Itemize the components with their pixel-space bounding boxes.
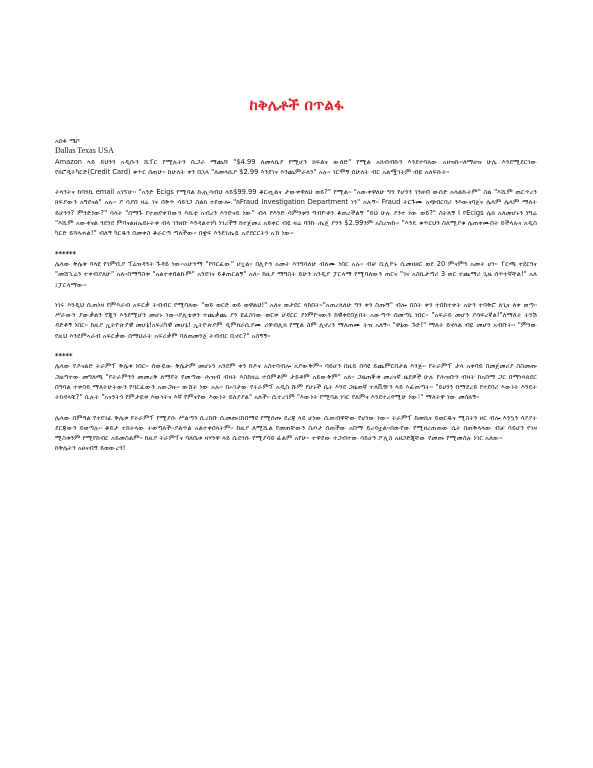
document-body — [55, 136, 537, 454]
paragraph-5: ሌላው የዶናልድ ትራምፕ ቅሌቱ ነበር። ሰውዬው ቅሌታም መሆኑን አንደም ቀን ከዶና አስተባብሎ አያውቅም። ባይሆን በዚይ በሳዩ ይጨምርበታል እንጅ። የትራምፕ ታላ አቀባይ በመጀመሪያ ስስመጡ ጋዜጣተው መግለጫ "የትራምንን መመረቅ ለማየት የመጣው ሕዝብ ብዛት እስከዛሬ ተሰምቶም ታይቶም አይውቅም" አለ። ጋዜጠኞቱ መረናኛ ዜደዎች ሁሉ የሕዝቡን ብዛት ከአበማ ጋር በማነጻጸደር በዓባል ተቀባይ ማለትሁትውን የባርፈውን አውጋዙ። ውሸት ነው አሉ። በኦገታው የትራምፕ አዲስ ሹም የሆኑች ሴት እንደ ጋዜጠኛ ተለቪዥን ላይ እፈጠጣት። "ይሀንን በማደረይ የተደባሪ እውነት እንዴት ትክዳላቹ?" ሲሉት "አናንትጎ የምታዬቱ እውነትና እኛ የምናየው እውነት ይለያያል" አለች። ሲተረገም "እውነት የሚባል ነገር የለምና እንደተረዳሚሁ ነው፣" ማለትዋ ነው መሰለኝ። — [55, 362, 537, 402]
section-divider-1: ****** — [55, 249, 76, 258]
closing-line: ከቅሌትን አፀናብኝ ይወውረን! — [55, 444, 126, 453]
paragraph-6: ሌላው በምዓል የተደገፈ ቅሌቱ የትራምፕ የሚያሱ ሥልጣን ሲረከቡ ሲመጡ፤ከበማዩ የሚሰጡ ደረጃ ላይ ሆነው ሲጠብዋቸው የሆነው ነው። ትራምፕ ከመኪና ይወርዱና ሚስትን ዞር ብሎ እንኳን ሳያያት ደርጃውን ይወጣሉ። ቆይታ ተከትላው ትወጣለች።ያልጥል አልተቀበላትም። ከዚያ ለሚሺል የመጠቸውን ስጦታ ሰጠችው አበማ ይረዳቷል።ሰውየው የሚዘረጠጠው ሴት በጠቅላላው ብቻ ሳይሆን የገዛ ሚስቱንም የሚየከብር አይመስልም። ከዚያ ትራምፕና ባለቤቱ ዛሃንዋ ላይ ሲደንሱ የሚያሳይ ፊልም አየሁ። ተዋደው ተጋብተው ሳይሆን ፖሊስ አዘጋድጂቸው የመጡ የሚመስሉ ነገር አለው። — [55, 413, 537, 443]
author-location: Dallas Texas USA — [55, 146, 114, 156]
paragraph-3: ሌላው ቅሌቱ ባላዩ የገምቢያ ፕሬዝዳንት ጉዳይ ነው።አሁንማ "የባርፈው" ሆኗል። በሊዮን አመት እንግሳለሁ ብለሙ ነበር አሉ። ብቻ ቢሊዮኑ ሲመዘዘር ወደ 20 ምናምን አመት ሆነ። ፐርጫ ተደርጎና "መሸኂሬን ተቀብያለሁ" አለ።በማግስቱ "አልተቀበልኩም" አንደገና ይቆጠርልኝ" አለ። ከዚያ ማግስት ይሁን አንዲያ ፓርላማ የሚባለውን ጠርና "ገና አስኪታጣሪ 3 ወር ተጨማሪ ጊዜ ሰጥተኛቸል!" አለ ፤ፓርላማው። — [55, 259, 537, 289]
paragraph-4: ነገሩ እንዲህ ሲጠነዛ የምእራብ አፍርቃ ትብብር የሚባለው "ወይ ወርድ ወይ ወዋልህ!" አለና ወታደር ላከበት።"አጠረላለሁ ግን ቀን ስጡኝ" ብሎ በስት ቀን ተበከተቀት አሁን ተባቅሮ ለጊና ለቀ ወጣ። ሥራውን ያውቃልን የጂን እንደሚሆን መሆኑ ነው።ያሊቴቱን ተጨቃጨ ያን ዩፈስገው ወርቱ ሆዳርር ያነምዮናውን ከዊቀደበጀበት አውጣጥ ሰመጣኒ ነበር። "አፍራይ መሆን ያሳፍረኛል!"ለማለት ትንሽ ዳድቶኝ ነበር። ከዚያ ኢትዮጵያዊ መሆኔ!አፍሪካዊ መሆኔ! ኢትዮጵያም ዲምክራሲያሙ ሪዋብሊክ የሚል ስም ሊኖረን ማለጠሙ ትዝ አለኝ። "ዋኔው ጉድ!" ማለት ይኖላል ብዬ መሆን አብቡት። "ምንው የዚህ እንደምኣራብ አፍርቃው በማህራት አፍሪቃም ባለጠመንጀ ትብብር ቢኖር?" አሰኝኝ። — [55, 300, 537, 340]
section-divider-2: ***** — [55, 352, 73, 361]
paragraph-1: Amazon ላይ ይህንን አዲሱን ሺፐር የሚሉትን ሲጋራ ማጨሻ "$4.99 ለመላኪያ የሚሆን ክፍልና ውሰድ" የሚል አክብብኩን እንደተባለው አዘዝኩ።ለማዘዝ ሁሌ እንደሚደርገው የክሮዲትካርድ(Credit Card) ቁጥር ሰጠሁ። ከሁለት ቀን በኋላ "ለመላኪያ $2.99 እንደገና እንጨምራለን" አሉ። ገርሞኝ ሰሁለት ብር አልሟገትም ብዬ አለፍኩት። — [55, 157, 537, 176]
author-name: አሰፋ ሜቦ — [55, 137, 80, 145]
document-title: ከቅሌቶች በጥልፋ — [249, 96, 344, 114]
paragraph-2: ትላንትና ከባንኬ email አገኘሁ። "አንድ Ecigs የሚባል ኩሒሳብህ ላይ$99.99 ቆርጧልና ታውቀዋለህ ወይ?" የሚል። "አውቀዋለሁ ግን የሆንን ገንዘብ ውሰድ አላልኩትም" ስል "እሺም ጠርጥረን ክፍያውን አግደናል" አሉ። ያ ሳያበ ዛሬ ገና በቅጥ ሳይገጋ ስልክ ተደውሎ "ከFraud Investigation Department ነን" አሉኝ። Fraud ትርጉሙ አጭበርባሪ ንእውናባጀና ሌላም ሌላም ማለት ይሆንን? ምንድነው?" ሳላት "በማጉ የተጠየቀኸውን እኪቲ አብረን እንድናይ ነው" ብላ የእንድ ሳምንቱን ግብዮቶን ቆጠረችልኝ "ይህ ሁሉ ያንተ ነው ወይ?" ስትለኝ I የEcigs ሌክ አለመሆኑን ነግሬ "እሺም አውቀናል ጎደንደ ምባናልዘኤይኑትቱ ብላ ገንዘቡ እንዳልተነካ ነገረችኝ ከተጀመረ አይቀር ብዬ ዛሬ ባንኩ ሔጄ ያንን $2.99ንም አስረዝኩ። "እንዴ ቁጥርህን ስለሚያቁ ሌጠቀሙበት ይችላሉና አዲስ ካርድ ይሻላሐል!" ብለኝ ካርዱን በመቀስ ቆራርጣ ጣለችው። በቋፍ እንደገሔዷ አያደርርትን አኸ ነው። — [55, 188, 537, 238]
